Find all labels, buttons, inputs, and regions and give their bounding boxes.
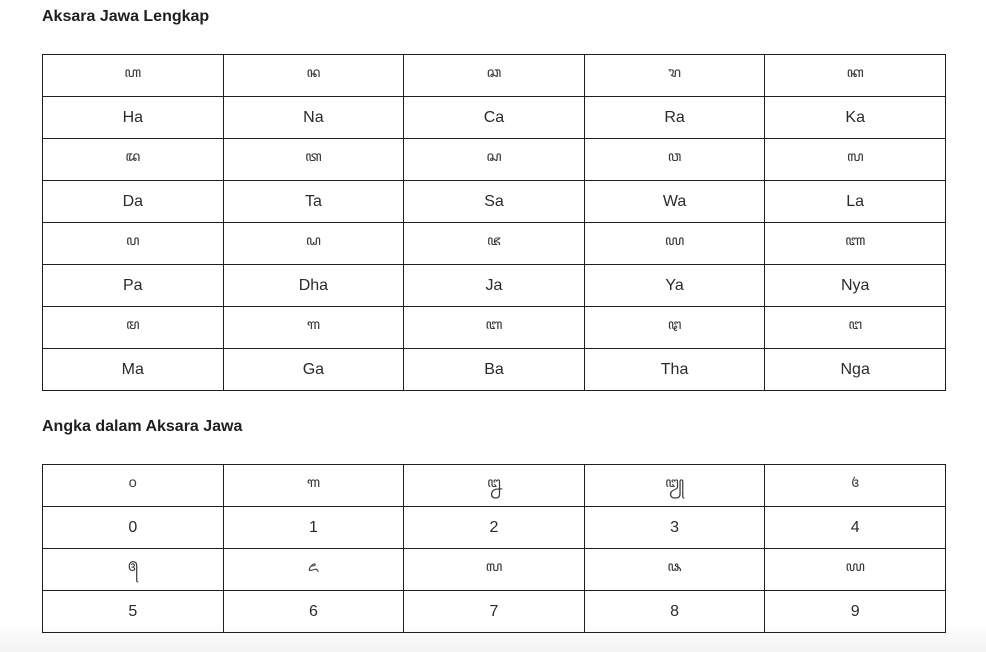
glyph-cell: ꧔	[765, 465, 946, 507]
label-cell: 2	[404, 507, 585, 549]
glyph-cell: ꦮ	[584, 139, 765, 181]
table-row-glyphs	[43, 139, 946, 181]
label-cell: La	[765, 181, 946, 223]
table-row-labels	[43, 265, 946, 307]
glyph-cell: ꦏ	[765, 55, 946, 97]
glyph-cell: ꧘	[584, 549, 765, 591]
label-cell: 8	[584, 591, 765, 633]
section-title-angka: Angka dalam Aksara Jawa	[42, 418, 243, 435]
label-cell: 6	[223, 591, 404, 633]
label-cell: Ga	[223, 349, 404, 391]
label-cell: 0	[43, 507, 224, 549]
glyph-cell: ꦱ	[404, 139, 585, 181]
table-row-glyphs	[43, 549, 946, 591]
glyph-cell: ꦛ	[584, 307, 765, 349]
label-cell: 5	[43, 591, 224, 633]
glyph-cell: ꦕ	[404, 55, 585, 97]
glyph-cell: ꦚ	[765, 223, 946, 265]
label-cell: Ta	[223, 181, 404, 223]
label-cell: 4	[765, 507, 946, 549]
glyph-cell: ꧑	[223, 465, 404, 507]
label-cell: Sa	[404, 181, 585, 223]
glyph-cell: ꧖	[223, 549, 404, 591]
table-row-labels	[43, 181, 946, 223]
glyph-cell: ꧗	[404, 549, 585, 591]
aksara-table	[42, 54, 946, 391]
angka-table	[42, 464, 946, 633]
label-cell: Wa	[584, 181, 765, 223]
label-cell: Na	[223, 97, 404, 139]
label-cell: 7	[404, 591, 585, 633]
glyph-cell: ꦝ	[223, 223, 404, 265]
table-row-labels	[43, 507, 946, 549]
glyph-cell: ꧐	[43, 465, 224, 507]
table-row-labels	[43, 349, 946, 391]
label-cell: Tha	[584, 349, 765, 391]
label-cell: Ca	[404, 97, 585, 139]
table-row-glyphs	[43, 223, 946, 265]
label-cell: Ya	[584, 265, 765, 307]
label-cell: Nya	[765, 265, 946, 307]
glyph-cell: ꦲ	[43, 55, 224, 97]
label-cell: Ra	[584, 97, 765, 139]
label-cell: 1	[223, 507, 404, 549]
label-cell: Da	[43, 181, 224, 223]
glyph-cell: ꦠ	[223, 139, 404, 181]
glyph-cell: ꦫ	[584, 55, 765, 97]
glyph-cell: ꦤ	[223, 55, 404, 97]
table-row-glyphs	[43, 465, 946, 507]
table-row-labels	[43, 97, 946, 139]
label-cell: Ha	[43, 97, 224, 139]
table-row-glyphs	[43, 307, 946, 349]
section-title-aksara: Aksara Jawa Lengkap	[42, 8, 210, 25]
label-cell: Ba	[404, 349, 585, 391]
glyph-cell: ꦩ	[43, 307, 224, 349]
label-cell: Dha	[223, 265, 404, 307]
glyph-cell: ꧙	[765, 549, 946, 591]
label-cell: Pa	[43, 265, 224, 307]
glyph-cell: ꦭ	[765, 139, 946, 181]
glyph-cell: ꧕	[43, 549, 224, 591]
glyph-cell: ꧓	[584, 465, 765, 507]
label-cell: 3	[584, 507, 765, 549]
table-row-labels	[43, 591, 946, 633]
label-cell: 9	[765, 591, 946, 633]
glyph-cell: ꦧ	[404, 307, 585, 349]
label-cell: Nga	[765, 349, 946, 391]
glyph-cell: ꦗ	[404, 223, 585, 265]
glyph-cell: ꧒	[404, 465, 585, 507]
table-row-glyphs	[43, 55, 946, 97]
label-cell: Ka	[765, 97, 946, 139]
glyph-cell: ꦪ	[584, 223, 765, 265]
glyph-cell: ꦒ	[223, 307, 404, 349]
label-cell: Ma	[43, 349, 224, 391]
label-cell: Ja	[404, 265, 585, 307]
glyph-cell: ꦥ	[43, 223, 224, 265]
glyph-cell: ꦢ	[43, 139, 224, 181]
glyph-cell: ꦔ	[765, 307, 946, 349]
